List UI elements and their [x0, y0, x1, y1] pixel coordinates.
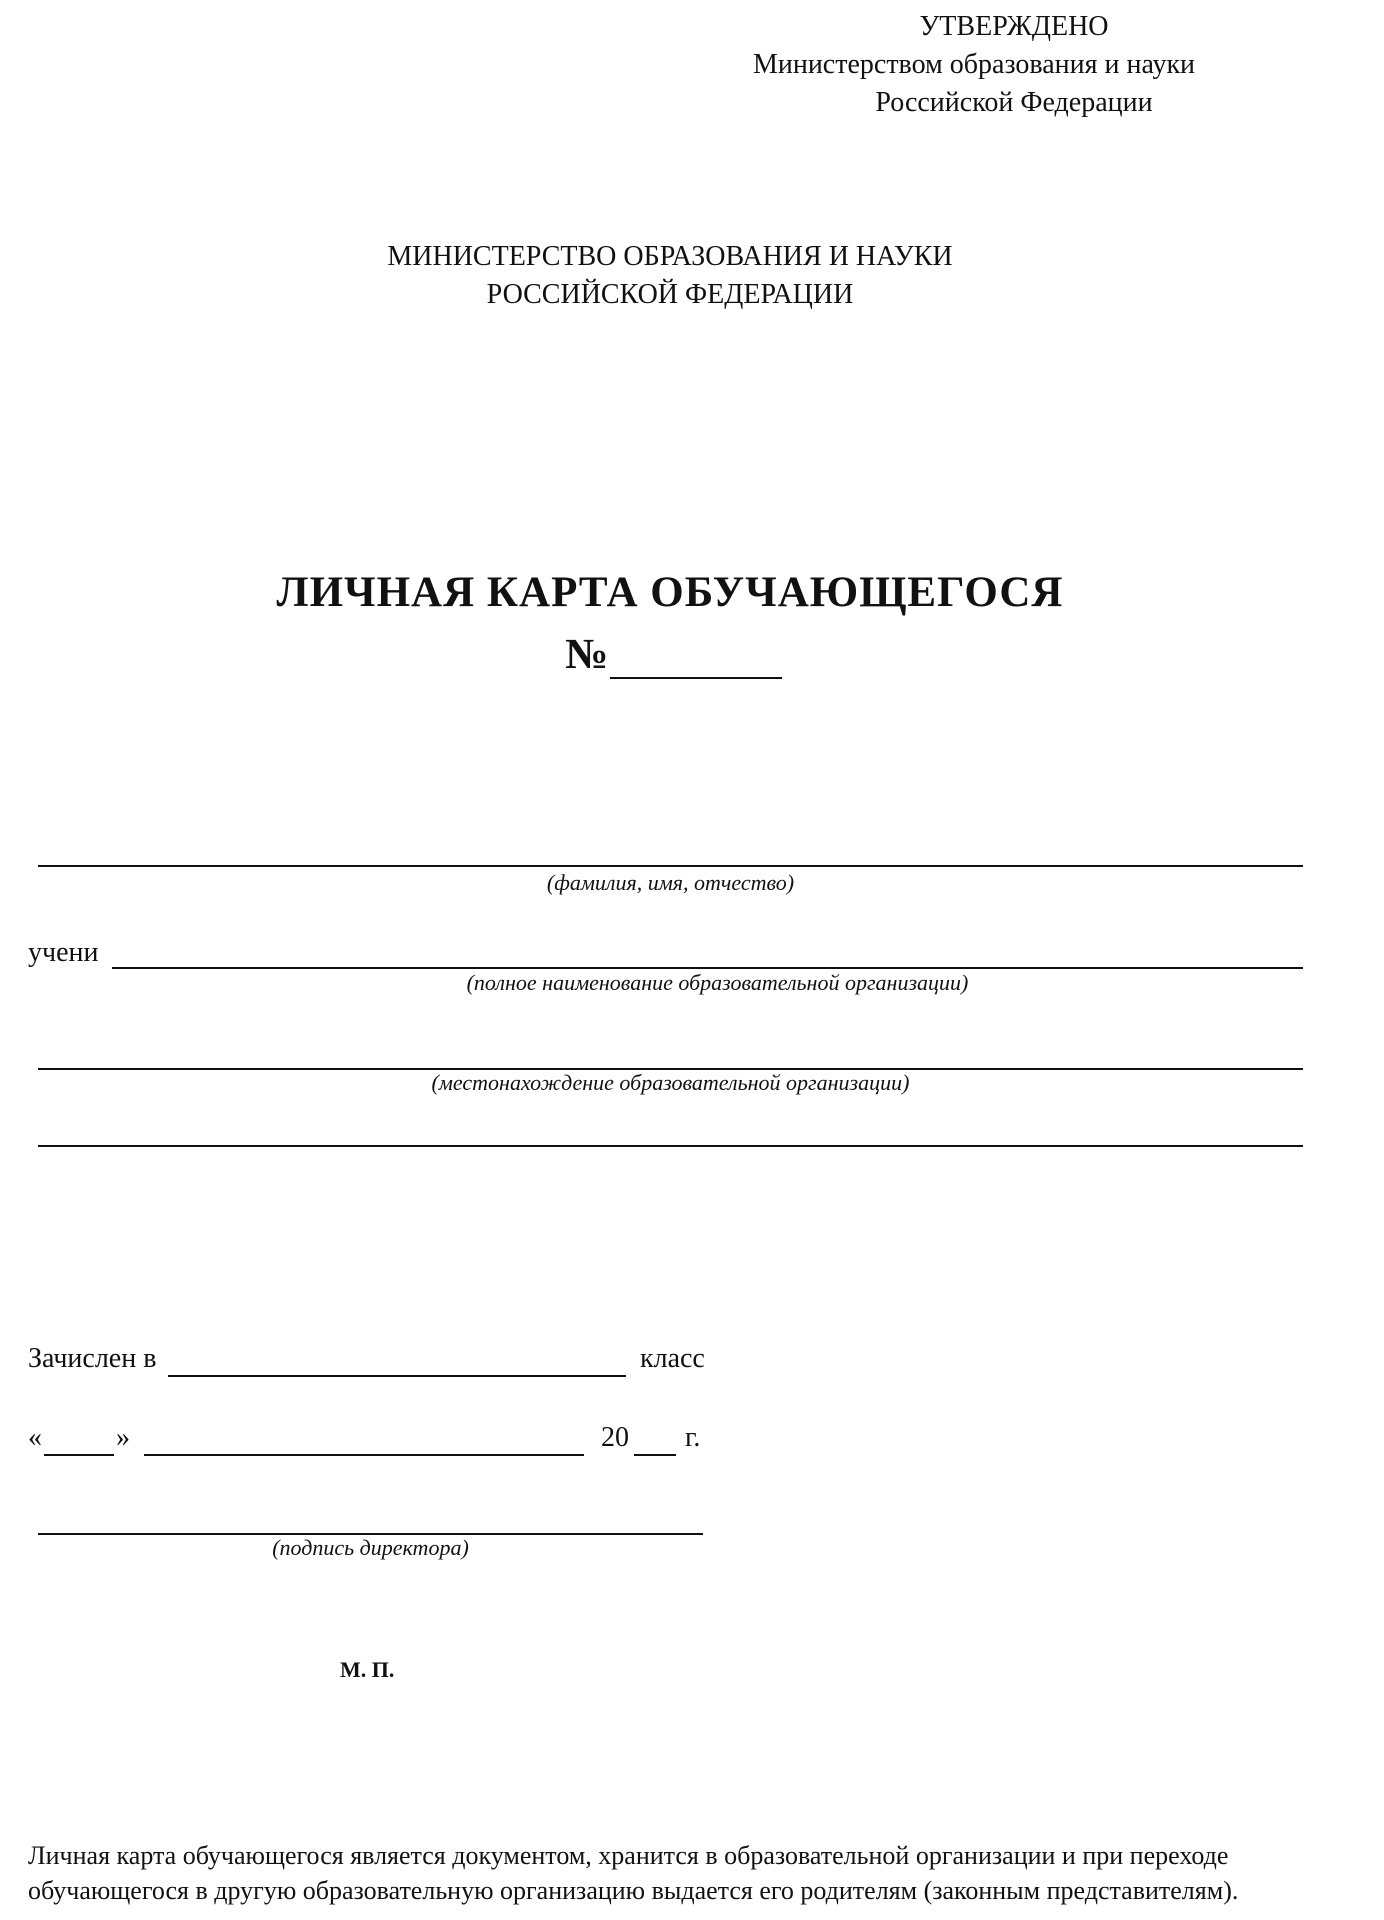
class-label: класс: [640, 1343, 705, 1374]
enrolled-label: Зачислен в: [28, 1343, 157, 1374]
day-field[interactable]: [44, 1454, 114, 1456]
approval-line-1: УТВЕРЖДЕНО: [919, 11, 1109, 42]
full-name-field[interactable]: [38, 865, 1303, 867]
org-location-caption: (местонахождение образовательной организации): [431, 1070, 910, 1095]
org-location-field-continued[interactable]: [38, 1145, 1303, 1147]
document-title: ЛИЧНАЯ КАРТА ОБУЧАЮЩЕГОСЯ: [276, 569, 1064, 616]
org-name-caption: (полное наименование образовательной организации): [466, 970, 969, 995]
footer-note: [28, 1838, 1348, 1908]
ministry-header: [0, 238, 1340, 314]
org-name-field[interactable]: [112, 967, 1303, 969]
ministry-line-1: МИНИСТЕРСТВО ОБРАЗОВАНИЯ И НАУКИ: [387, 241, 953, 272]
approval-line-3: Российской Федерации: [875, 87, 1153, 118]
director-signature-caption: (подпись директора): [272, 1535, 469, 1560]
student-label: учени: [28, 937, 99, 968]
approval-line-2: Министерством образования и науки: [752, 49, 1196, 80]
number-label: №: [565, 631, 609, 678]
footer-line-1: Личная карта обучающегося является документом, хранится в образовательной организации и при переходе: [28, 1841, 1229, 1870]
year-suffix: г.: [685, 1422, 701, 1453]
month-field[interactable]: [144, 1454, 584, 1456]
date-open-quote: «: [28, 1422, 42, 1453]
ministry-line-2: РОССИЙСКОЙ ФЕДЕРАЦИИ: [486, 279, 854, 310]
class-field[interactable]: [168, 1375, 626, 1377]
approval-block: [714, 8, 1234, 122]
year-field[interactable]: [634, 1454, 676, 1456]
full-name-caption: (фамилия, имя, отчество): [546, 870, 795, 895]
date-close-quote: »: [116, 1422, 130, 1453]
number-field[interactable]: [610, 637, 782, 679]
card-number: [565, 630, 782, 679]
year-prefix: 20: [601, 1422, 629, 1453]
stamp-label: М. П.: [340, 1657, 395, 1682]
footer-line-2: обучающегося в другую образовательную организацию выдается его родителям (законным представителям).: [28, 1876, 1239, 1905]
